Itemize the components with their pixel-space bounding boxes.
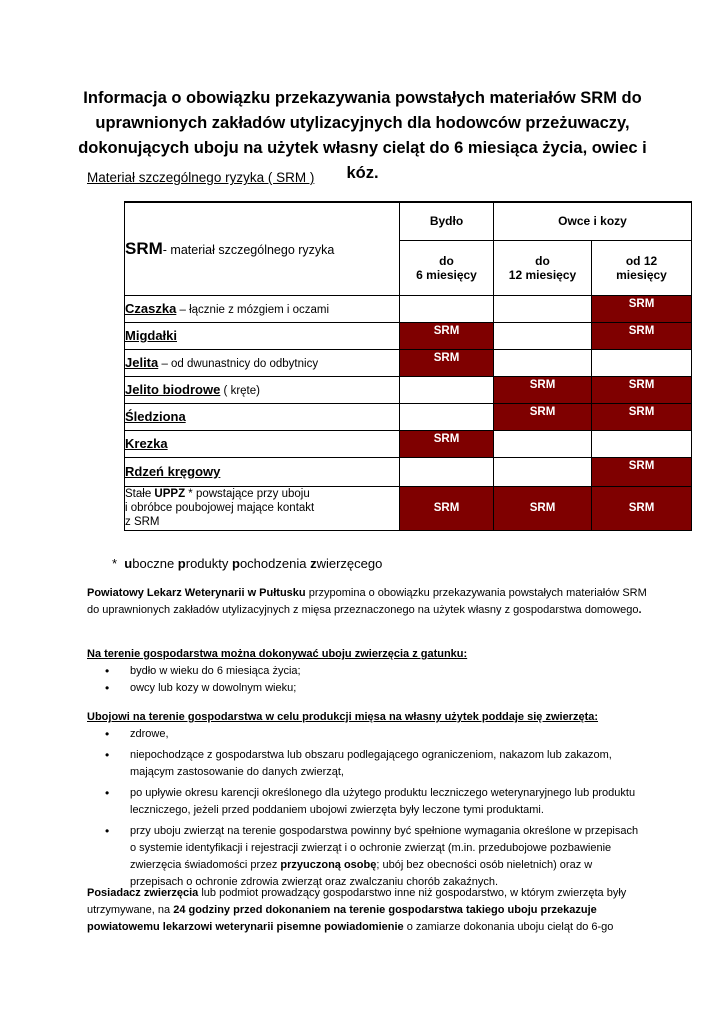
footnote-w4: wierzęcego <box>316 556 383 571</box>
cell-czaszka-2 <box>494 295 592 322</box>
uppz-pre: Stałe <box>125 488 155 500</box>
cell-sledziona-2: SRM <box>494 403 592 430</box>
footnote-w1: boczne <box>132 556 178 571</box>
title-line-3: dokonujących uboju na użytek własny cieląt do 6 miesiąca życia, owiec i kóz. <box>78 139 647 182</box>
srm-header-text: - materiał szczególnego ryzyka <box>162 242 335 257</box>
cell-jelita-1: SRM <box>400 349 494 376</box>
table-row-czaszka <box>125 295 692 322</box>
footnote-p1: p <box>177 556 186 571</box>
title-line-2: uprawnionych zakładów utylizacyjnych dla hodowców przeżuwaczy, <box>95 114 630 132</box>
header-col-3 <box>592 240 692 295</box>
row-name-rdzen-kregowy: Rdzeń kręgowy <box>125 464 221 479</box>
cell-jelita-2 <box>494 349 592 376</box>
footnote-u: u <box>124 556 133 571</box>
header-col-2-line-1: do <box>535 253 550 268</box>
row-name-jelito-biodrowe: Jelito biodrowe <box>125 382 221 397</box>
cell-czaszka-1 <box>400 295 494 322</box>
notification-paragraph <box>87 885 647 936</box>
uppz-footnote <box>112 556 382 571</box>
row-label-rdzen-kregowy <box>125 457 400 486</box>
row-desc-czaszka: – łącznie z mózgiem i oczami <box>176 304 330 316</box>
notif-text-2: o zamiarze dokonania uboju cieląt do 6-go <box>403 921 614 933</box>
row-name-jelita: Jelita <box>125 355 159 370</box>
row-name-krezka: Krezka <box>125 436 168 451</box>
row-label-jelito-biodrowe <box>125 376 400 403</box>
cell-krezka-2 <box>494 430 592 457</box>
row-label-migdalki <box>125 322 400 349</box>
uppz-line-3: z SRM <box>125 516 160 528</box>
section-species <box>87 646 647 697</box>
intro-end: . <box>638 604 642 616</box>
table-subtitle: Materiał szczególnego ryzyka ( SRM ) <box>87 170 315 185</box>
footnote-star: * <box>112 556 118 571</box>
cell-jelito-biodrowe-1 <box>400 376 494 403</box>
row-name-migdalki: Migdałki <box>125 328 178 343</box>
intro-paragraph <box>87 585 647 619</box>
srm-header-abbrev: SRM <box>125 238 163 258</box>
header-col-3-line-1: od 12 <box>625 253 658 268</box>
table-row-sledziona <box>125 403 692 430</box>
section-species-heading: Na terenie gospodarstwa można dokonywać uboju zwierzęcia z gatunku: <box>87 648 468 660</box>
footnote-w3: ochodzenia <box>239 556 311 571</box>
header-col-2-line-2: 12 miesięcy <box>508 267 577 282</box>
list-item <box>87 823 647 891</box>
footnote-p2: p <box>232 556 240 571</box>
table-row-uppz <box>125 486 692 530</box>
header-owce-kozy: Owce i kozy <box>494 202 692 240</box>
table-row-rdzen-kregowy <box>125 457 692 486</box>
list-item: • zdrowe, <box>87 726 647 743</box>
srm-table <box>124 201 692 531</box>
cell-uppz-2: SRM <box>494 486 592 530</box>
cell-rdzen-kregowy-2 <box>494 457 592 486</box>
row-name-czaszka: Czaszka <box>125 301 177 316</box>
cell-migdalki-2 <box>494 322 592 349</box>
table-row-jelita <box>125 349 692 376</box>
table-row-migdalki <box>125 322 692 349</box>
intro-author: Powiatowy Lekarz Weterynarii w Pułtusku <box>87 587 306 599</box>
list-item: • bydło w wieku do 6 miesiąca życia; <box>87 663 647 680</box>
cell-rdzen-kregowy-3: SRM <box>592 457 692 486</box>
list-item: • po upływie okresu karencji określonego dla użytego produktu leczniczego weterynaryjnego lub produktu leczniczego, jeżeli przed poddaniem ubojowi zwierzęta były leczone tymi produktami. <box>87 785 647 819</box>
header-col-2 <box>494 240 592 295</box>
srm-header-cell <box>125 202 400 295</box>
cell-migdalki-3: SRM <box>592 322 692 349</box>
cell-sledziona-1 <box>400 403 494 430</box>
footnote-z: z <box>310 556 317 571</box>
header-col-1 <box>400 240 494 295</box>
item4-bold: przyuczoną osobę <box>280 859 377 871</box>
notif-bold-1: Posiadacz zwierzęcia <box>87 887 199 899</box>
cell-uppz-1: SRM <box>400 486 494 530</box>
cell-uppz-3: SRM <box>592 486 692 530</box>
intro-text: przypomina o obowiązku przekazywania powstałych materiałów SRM do uprawnionych zakładów utylizacyjnych z mięsa przeznaczonego na użytek własny z gospodarstwa domowego <box>87 587 647 616</box>
item4-text-a: przy uboju zwierząt na terenie gospodarstwa powinny być spełnione wymagania określone w przepisach o systemie identyfikacji i rejestracji zwierząt i o ochronie zwierząt (m.in. przedubojowe pozbawienie zwierzęcia świadomości przez <box>130 825 639 871</box>
list-item: • niepochodzące z gospodarstwa lub obszaru podlegającego ograniczeniom, nakazom lub zakazom, mającym zastosowanie do danych zwierząt, <box>87 747 647 781</box>
cell-jelito-biodrowe-3: SRM <box>592 376 692 403</box>
notif-bold-2: 24 godziny przed dokonaniem na terenie gospodarstwa takiego uboju przekazuje powiatowemu lekarzowi weterynarii pisemne powiadomienie <box>87 904 597 933</box>
row-label-uppz <box>125 486 400 530</box>
header-col-1-line-2: 6 miesięcy <box>416 267 477 282</box>
header-col-3-line-2: miesięcy <box>616 267 667 282</box>
header-col-1-line-1: do <box>439 253 454 268</box>
cell-krezka-1: SRM <box>400 430 494 457</box>
row-desc-jelito-biodrowe: ( kręte) <box>220 385 260 397</box>
uppz-line-2: i obróbce poubojowej mające kontakt <box>125 502 315 514</box>
cell-jelito-biodrowe-2: SRM <box>494 376 592 403</box>
cell-czaszka-3: SRM <box>592 295 692 322</box>
list-item: • owcy lub kozy w dowolnym wieku; <box>87 680 647 697</box>
table-row-krezka <box>125 430 692 457</box>
notif-text-1: lub podmiot prowadzący gospodarstwo inne niż gospodarstwo, w którym zwierzęta były utrzymywane, na <box>87 887 627 916</box>
row-desc-jelita: – od dwunastnicy do odbytnicy <box>158 358 319 370</box>
uppz-line-1-rest: * powstające przy uboju <box>185 488 310 500</box>
header-bydlo: Bydło <box>400 202 494 240</box>
section-conditions-heading: Ubojowi na terenie gospodarstwa w celu produkcji mięsa na własny użytek poddaje się zwierzęta: <box>87 711 599 723</box>
row-label-sledziona <box>125 403 400 430</box>
section-conditions <box>87 709 647 891</box>
title-line-1: Informacja o obowiązku przekazywania powstałych materiałów SRM do <box>83 89 642 107</box>
cell-jelita-3 <box>592 349 692 376</box>
cell-sledziona-3: SRM <box>592 403 692 430</box>
row-name-sledziona: Śledziona <box>125 409 186 424</box>
row-label-krezka <box>125 430 400 457</box>
uppz-line-1 <box>125 487 399 501</box>
item4-text-b: ; ubój bez obecności osób nieletnich) oraz w przepisach o ochronie zdrowia zwierząt oraz zwalczaniu chorób zakaźnych. <box>130 859 593 888</box>
cell-migdalki-1: SRM <box>400 322 494 349</box>
footnote-w2: rodukty <box>185 556 232 571</box>
table-row-jelito-biodrowe <box>125 376 692 403</box>
uppz-abbrev: UPPZ <box>154 488 186 500</box>
cell-rdzen-kregowy-1 <box>400 457 494 486</box>
row-label-jelita <box>125 349 400 376</box>
cell-krezka-3 <box>592 430 692 457</box>
row-label-czaszka <box>125 295 400 322</box>
